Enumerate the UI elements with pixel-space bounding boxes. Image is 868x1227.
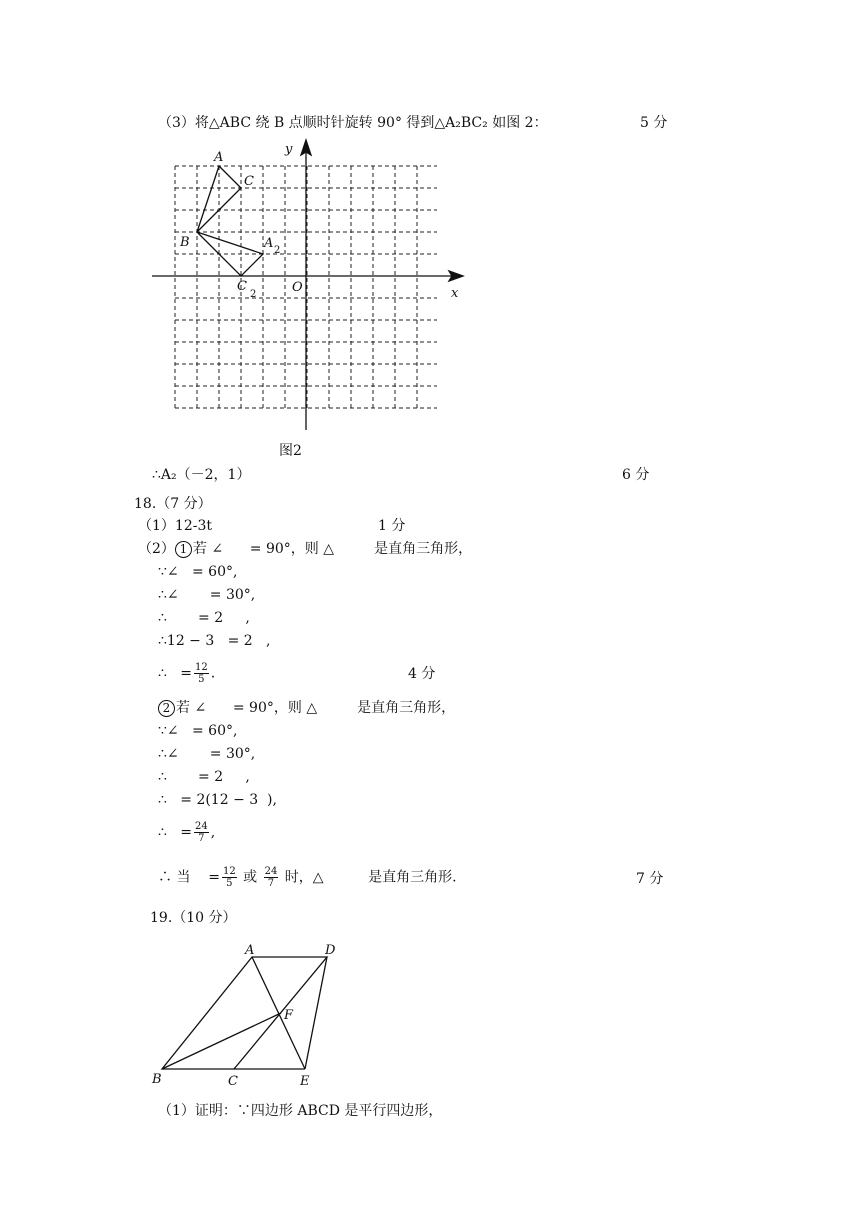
label-a: A: [214, 150, 224, 165]
q18-c2-line2: ∵∠ = 60°,: [158, 723, 238, 739]
q18-part1-score: 1 分: [378, 518, 406, 534]
label-c2-sub: 2: [250, 289, 257, 300]
q18-conclusion-pre: ∴ 当 =: [158, 869, 220, 886]
triangle-a2bc2: [197, 232, 263, 276]
q17-part3-intro: （3）将△ABC 绕 B 点顺时针旋转 90° 得到△A₂BC₂ 如图 2：: [158, 115, 548, 131]
figure-2-caption: 图2: [279, 443, 302, 459]
q17-score-5: 5 分: [640, 115, 668, 131]
q18-c1-line2: ∵∠ = 60°,: [158, 564, 238, 580]
fraction-numerator: 12: [195, 662, 208, 673]
q18-c1-line6: [158, 662, 215, 685]
segment-de: [305, 957, 327, 1069]
q18-conclusion: [158, 866, 457, 889]
label-b: B: [180, 235, 190, 250]
fraction-denominator: 7: [198, 833, 205, 844]
q18-c2-line5: ∴ = 2(12 − 3 ),: [158, 792, 277, 808]
segment-ae: [252, 957, 305, 1069]
fraction-12-5: [222, 866, 237, 889]
circled-number-1: 1: [175, 541, 192, 558]
circled-number-2: 2: [158, 700, 175, 717]
label-axis-x: x: [451, 286, 459, 301]
q18-conclusion-or: 或: [238, 869, 262, 886]
label-c: C: [228, 1074, 238, 1089]
fraction-numerator: 12: [222, 866, 236, 877]
axes: [152, 140, 463, 430]
q18-conclusion-score: 7 分: [636, 871, 664, 887]
dashed-grid: [175, 166, 437, 408]
fraction-numerator: 24: [264, 866, 278, 877]
q18-c1-line4: ∴ = 2 ,: [158, 610, 250, 626]
q19-proof-start: （1）证明：∵四边形 ABCD 是平行四边形，: [158, 1103, 443, 1119]
q18-part1: （1）12-3t: [138, 518, 212, 534]
fraction-denominator: 5: [198, 674, 205, 685]
q17-result: ∴A₂（－2，1）: [152, 467, 251, 483]
label-a: A: [245, 943, 255, 958]
q18-c1-score: 4 分: [408, 666, 436, 682]
label-a2: A: [264, 236, 274, 251]
q18-case2-line: 若 ∠ = 90°，则 △ 是直角三角形，: [176, 700, 456, 716]
q18-part2-label: （2）: [138, 541, 175, 557]
q18-c2-line3: ∴∠ = 30°,: [158, 746, 256, 762]
q18-c2-line4: ∴ = 2 ,: [158, 769, 250, 785]
triangles: [197, 166, 263, 276]
label-d: D: [325, 943, 336, 958]
fraction-24-7: [264, 866, 279, 889]
q18-c2-line6-post: ,: [210, 824, 216, 841]
label-f: F: [284, 1008, 294, 1023]
q18-c1-line6-post: .: [210, 665, 216, 682]
q18-case2: [158, 699, 455, 717]
fraction-12-5: [194, 662, 209, 685]
q18-c1-line5: ∴12 − 3 = 2 ,: [158, 633, 271, 649]
q18-conclusion-post: 时，△ 是直角三角形.: [280, 869, 457, 886]
q18-c2-line6-pre: ∴ =: [158, 824, 192, 841]
label-c: C: [244, 174, 254, 189]
fraction-24-7: [194, 821, 209, 844]
fraction-numerator: 24: [195, 821, 208, 832]
label-a2-sub: 2: [274, 245, 281, 256]
q18-c2-line6: [158, 821, 215, 844]
fraction-denominator: 7: [267, 878, 275, 889]
q18-case1: [138, 540, 472, 558]
label-axis-y: y: [285, 142, 293, 157]
q18-header: 18.（7 分）: [134, 496, 212, 512]
label-c2: C: [237, 279, 247, 294]
label-e: E: [300, 1074, 310, 1089]
parallelogram-abcd: [162, 957, 327, 1069]
q17-score-6: 6 分: [622, 467, 650, 483]
q19-header: 19.（10 分）: [150, 910, 237, 926]
q18-c1-line6-pre: ∴ =: [158, 665, 192, 682]
label-b: B: [152, 1072, 162, 1087]
fraction-denominator: 5: [226, 878, 233, 889]
q18-case1-line: 若 ∠ = 90°，则 △ 是直角三角形，: [192, 541, 473, 557]
q18-c1-line3: ∴∠ = 30°,: [158, 587, 256, 603]
triangle-abc: [197, 166, 241, 232]
segment-bf: [162, 1013, 281, 1069]
label-origin: O: [292, 280, 303, 295]
